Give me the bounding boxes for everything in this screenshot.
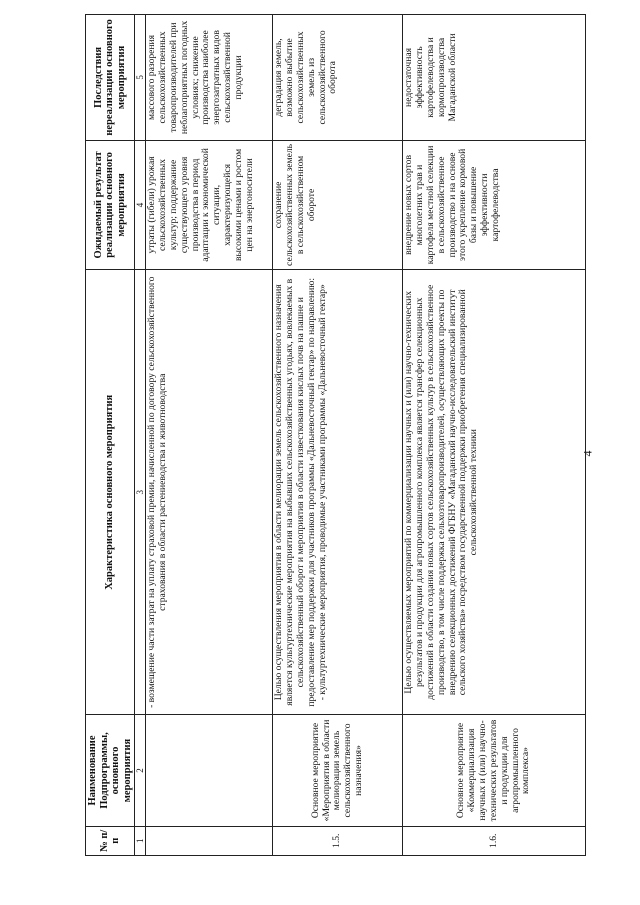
- header-num: № п/п: [86, 826, 135, 855]
- expected-result: утраты (гибели) урожая сельскохозяйственных культур; поддержание существующего уровня производства в период адаптации к экономической ситуации, характеризующейся высокими ценами и ростом цен на энергоносители: [146, 140, 273, 269]
- characteristic-paragraph: Целью осуществляемых мероприятий по коммерциализации научных и (или) научно-технических результатов и продукции для агропромышленного комплекса является трансфер селекционных достижений в области создания новых сортов сельскохозяйственных культур в сельскохозяйственное производство, в том числе поддержка сельхозтоваропроизводителей, осуществляющих проекты по внедрению селекционных достижений ФГБНУ «Магаданский научно-исследовательский институт сельского хозяйства» посредством государственной поддержки приобретения специализированной сельскохозяйственной техники: [403, 284, 480, 700]
- column-number: 3: [135, 270, 146, 715]
- header-characteristic: Характеристика основного мероприятия: [86, 270, 135, 715]
- consequences: массового разорения сельскохозяйственных товаропроизводителей при неблагоприятных погодных условиях; снижение производства наиболее энергозатратных видов сельскохозяйственной продукции: [146, 15, 273, 141]
- measure-characteristic: [146, 270, 273, 715]
- column-number: 2: [135, 715, 146, 826]
- column-number-row: [135, 15, 146, 856]
- row-number: 1.5.: [273, 826, 403, 855]
- characteristic-paragraph: Целью осуществления мероприятия в области мелиорации земель сельскохозяйственного назначения является культуртехнические мероприятия на выбывших сельскохозяйственных угодьях, вовлекаемых в сельскохозяйственный оборот и мероприятия в области известкования кислых почв на пашне и предоставление мер поддержки для участников программы «Дальневосточный гектар» по направлению:: [273, 277, 317, 707]
- characteristic-paragraph: - культуртехнические мероприятия, проводимые участниками программы «Дальневосточный гектар»: [316, 284, 328, 701]
- expected-result: внедрение новых сортов многолетних трав и картофеля местной селекции в сельскохозяйственное производство и на основе этого укрепление кормовой базы и повышение эффективности картофелеводства: [403, 140, 586, 269]
- measure-characteristic: [273, 270, 403, 715]
- expected-result: сохранение сельскохозяйственных земель в сельскохозяйственном обороте: [273, 140, 403, 269]
- header-expected: Ожидаемый результат реализации основного мероприятия: [86, 140, 135, 269]
- measure-name: [146, 715, 273, 826]
- header-name: Наименование Подпрограммы, основного мероприятия: [86, 715, 135, 826]
- page-number: 4: [580, 450, 595, 457]
- table-row: [146, 15, 273, 856]
- table-row: [273, 15, 403, 856]
- header-consequences: Последствия нереализации основного мероприятия: [86, 15, 135, 141]
- consequences: недостаточная эффективность картофелеводства и кормопроизводства Магаданской области: [403, 15, 586, 141]
- table-row: [403, 15, 586, 856]
- measure-name: Основное мероприятие «Мероприятия в области мелиорации земель сельскохозяйственного назначения»: [273, 715, 403, 826]
- rotated-table-wrapper: [85, 14, 575, 856]
- row-number: 1.6.: [403, 826, 586, 855]
- measure-characteristic: [403, 270, 586, 715]
- header-row: [86, 15, 135, 856]
- characteristic-paragraph: - возмещение части затрат на уплату страховой премии, начисленной по договору сельскохозяйственного страхования в области растениеводства и животноводства: [146, 276, 169, 708]
- measures-table: [85, 14, 586, 856]
- measure-name: Основное мероприятие «Коммерциализация научных и (или) научно-технических результатов и продукции для агропромышленного комплекса»: [403, 715, 586, 826]
- consequences: деградация земель, возможно выбытие сельскохозяйственных земель из сельскохозяйственного оборота: [273, 15, 403, 141]
- column-number: 4: [135, 140, 146, 269]
- column-number: 1: [135, 826, 146, 855]
- column-number: 5: [135, 15, 146, 141]
- row-number: [146, 826, 273, 855]
